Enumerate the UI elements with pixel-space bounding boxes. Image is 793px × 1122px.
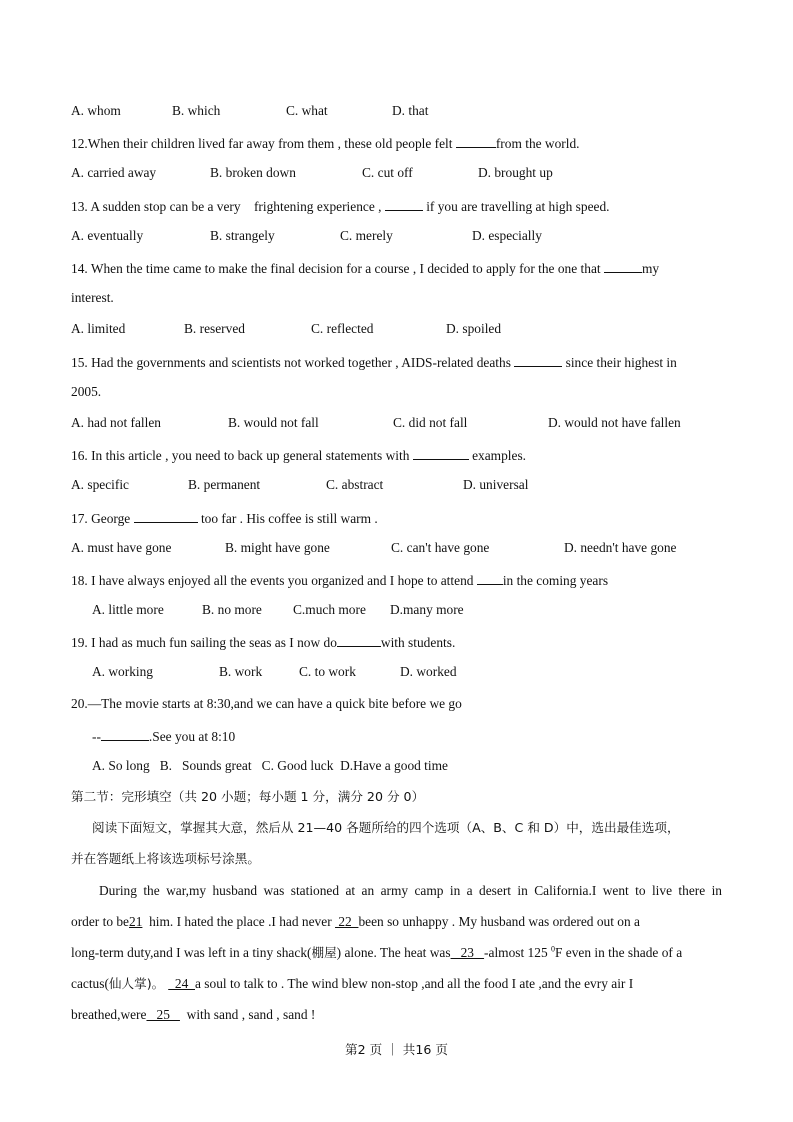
q17-option-b: B. might have gone [225, 540, 330, 555]
q15-stem: 15. Had the governments and scientists not worked together , AIDS-related deaths since their highest in [71, 355, 677, 370]
q12-option-a: A. carried away [71, 165, 157, 180]
q17-option-d: D. needn't have gone [564, 540, 677, 555]
blank-25: 25 [146, 1007, 180, 1022]
q14-option-c: C. reflected [311, 321, 374, 336]
q13-option-c: C. merely [340, 228, 393, 243]
blank-22: 22 [335, 914, 359, 929]
passage-line-1: During the war,my husband was stationed at an army camp in a desert in California.I went to live there in [99, 883, 722, 898]
q16-option-c: C. abstract [326, 477, 384, 492]
q15-option-c: C. did not fall [393, 415, 468, 430]
q16-option-b: B. permanent [188, 477, 261, 492]
passage-line-2: order to be21 him. I hated the place .I had never 22 been so unhappy . My husband was ordered out on a [71, 914, 640, 929]
page-footer: 第2 页 ｜ 共16 页 [344, 1042, 449, 1057]
q14-stem-cont: interest. [71, 290, 114, 305]
q18-stem: 18. I have always enjoyed all the events you organized and I hope to attend in the coming years [71, 573, 609, 588]
q19-option-a: A. working [92, 664, 153, 679]
q14-option-d: D. spoiled [446, 321, 502, 336]
q16-stem: 16. In this article , you need to back up general statements with examples. [71, 448, 527, 463]
q12-stem: 12.When their children lived far away from them , these old people felt from the world. [71, 136, 580, 151]
q11-option-c: C. what [286, 103, 328, 118]
q12-option-d: D. brought up [478, 165, 553, 180]
q15-option-d: D. would not have fallen [548, 415, 681, 430]
q15-stem-cont: 2005. [71, 384, 102, 399]
q20-stem: 20.—The movie starts at 8:30,and we can have a quick bite before we go [71, 696, 462, 711]
q13-option-b: B. strangely [210, 228, 275, 243]
q11-option-a: A. whom [71, 103, 121, 118]
q19-option-d: D. worked [400, 664, 457, 679]
q15-option-a: A. had not fallen [71, 415, 161, 430]
q20-options: A. So long B. Sounds great C. Good luck D.Have a good time [92, 758, 448, 773]
q18-option-c: C.much more [293, 602, 366, 617]
passage-line-4: cactus(仙人掌)。 24 a soul to talk to . The wind blew non-stop ,and all the food I ate ,and the evry air I [71, 976, 634, 991]
q13-stem: 13. A sudden stop can be a very frightening experience , if you are travelling at high speed. [71, 199, 610, 214]
passage-line-5: breathed,were 25 with sand , sand , sand ! [71, 1007, 316, 1022]
q17-option-a: A. must have gone [71, 540, 172, 555]
q12-option-b: B. broken down [210, 165, 296, 180]
section2-instruction-2: 并在答题纸上将该选项标号涂黑。 [71, 851, 260, 866]
blank-24: 24 [168, 976, 195, 991]
q12-option-c: C. cut off [362, 165, 413, 180]
q14-option-a: A. limited [71, 321, 126, 336]
q14-stem: 14. When the time came to make the final decision for a course , I decided to apply for the one that my [71, 261, 660, 276]
q16-option-a: A. specific [71, 477, 130, 492]
q16-option-d: D. universal [463, 477, 529, 492]
q19-stem: 19. I had as much fun sailing the seas as I now do with students. [71, 635, 456, 650]
q13-option-d: D. especially [472, 228, 542, 243]
q18-option-a: A. little more [92, 602, 164, 617]
q17-option-c: C. can't have gone [391, 540, 490, 555]
section2-instruction-1: 阅读下面短文，掌握其大意，然后从 21—40 各题所给的四个选项（A、B、C 和 D）中，选出最佳选项， [92, 820, 680, 835]
q20-reply: -- .See you at 8:10 [92, 729, 236, 744]
q11-option-b: B. which [172, 103, 221, 118]
q15-option-b: B. would not fall [228, 415, 319, 430]
blank-23: 23 [450, 945, 485, 960]
q13-option-a: A. eventually [71, 228, 144, 243]
section2-title: 第二节：完形填空（共 20 小题；每小题 1 分，满分 20 分 0） [71, 789, 425, 804]
q17-stem: 17. George too far . His coffee is still warm . [71, 511, 378, 526]
q14-option-b: B. reserved [184, 321, 245, 336]
q19-option-c: C. to work [299, 664, 356, 679]
blank-21: 21 [129, 914, 143, 929]
q18-option-d: D.many more [390, 602, 464, 617]
q11-option-d: D. that [392, 103, 429, 118]
passage-line-3: long-term duty,and I was left in a tiny shack(棚屋) alone. The heat was 23 -almost 125 $^0$F even in the shade of a [71, 944, 683, 960]
q19-option-b: B. work [219, 664, 263, 679]
q18-option-b: B. no more [202, 602, 262, 617]
